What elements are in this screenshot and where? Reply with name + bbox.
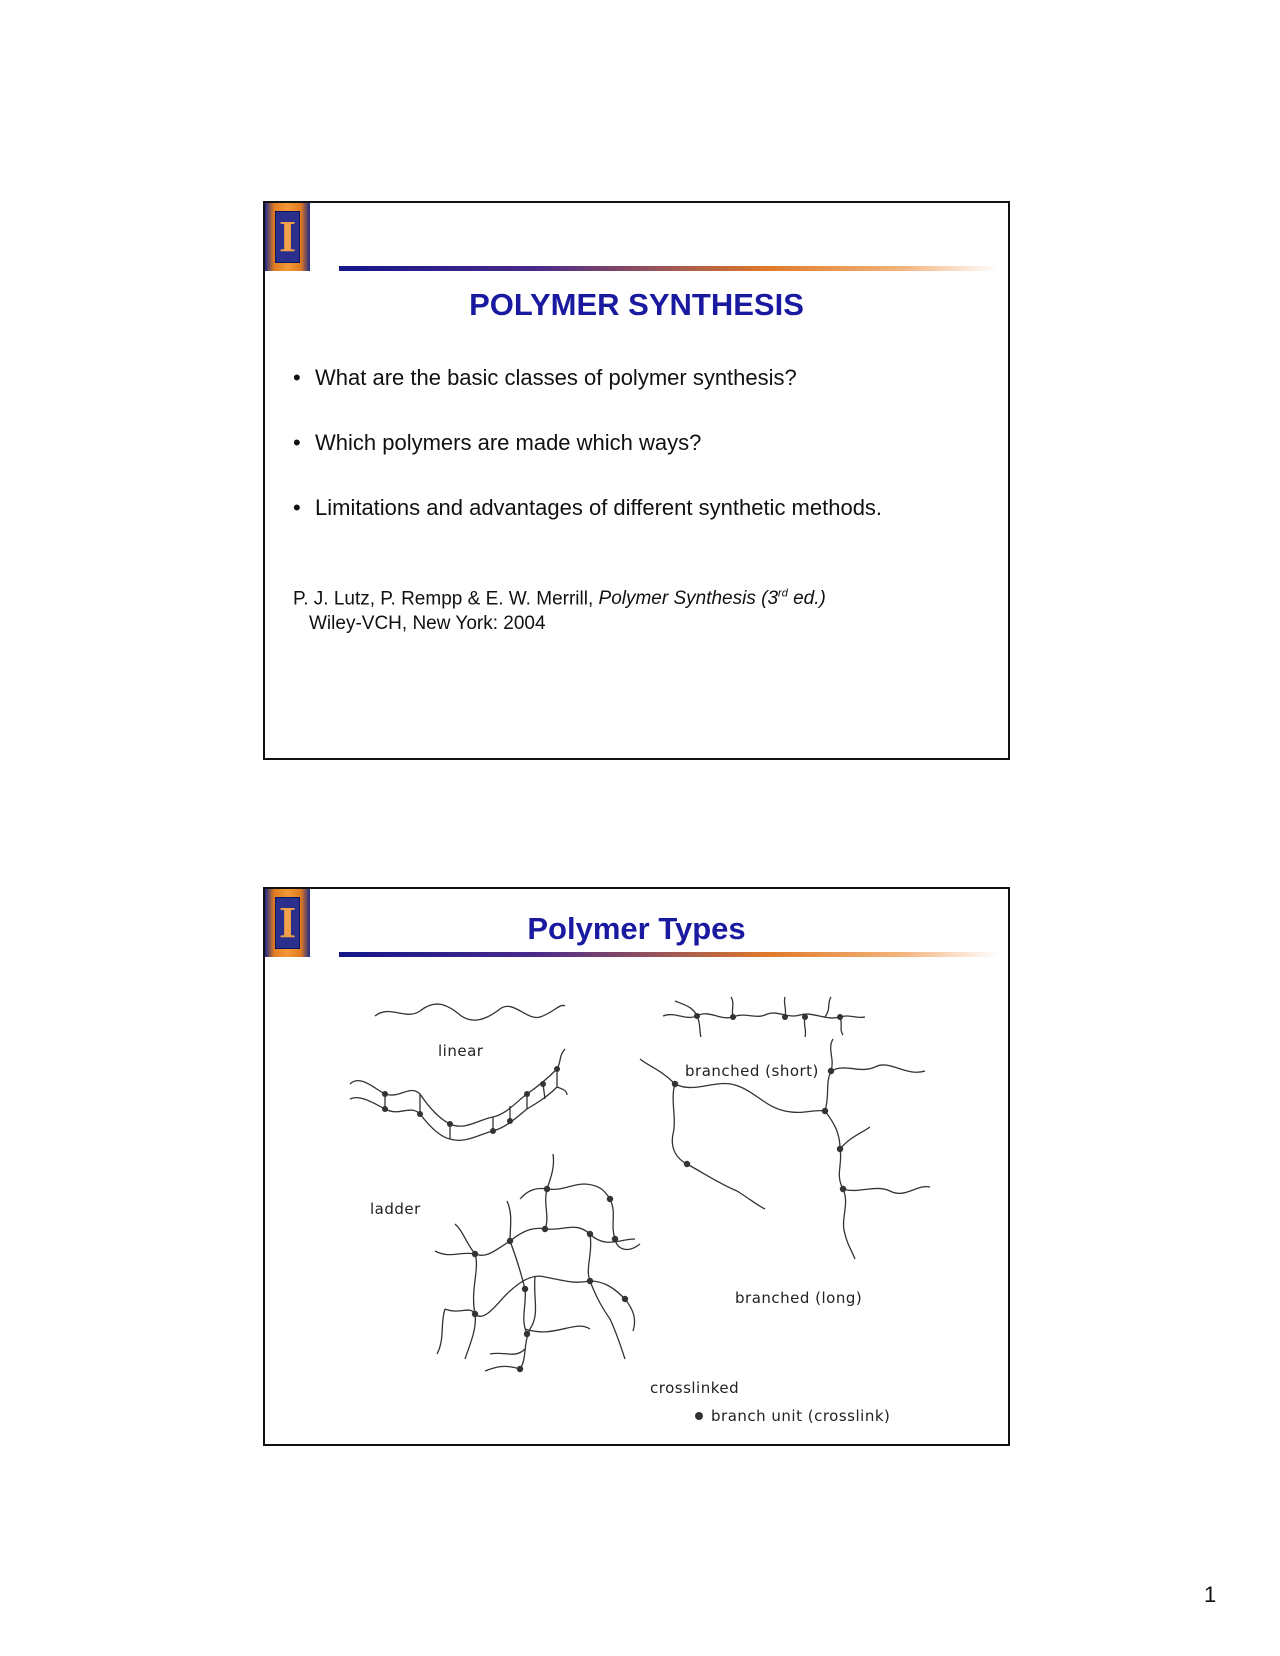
- label-branched-short: branched (short): [685, 1062, 819, 1080]
- page-number: 1: [1204, 1582, 1217, 1607]
- label-linear: linear: [438, 1042, 484, 1060]
- slide-2: [263, 887, 1010, 1446]
- university-logo: [265, 203, 310, 271]
- logo-panel: [275, 211, 300, 263]
- label-crosslinked: crosslinked: [650, 1379, 740, 1397]
- bullet-item: [293, 495, 882, 521]
- slide-1: [263, 201, 1010, 760]
- bullet-text: Limitations and advantages of different synthetic methods.: [315, 495, 883, 520]
- linear-chain: [375, 1004, 565, 1020]
- slide-title: POLYMER SYNTHESIS: [469, 287, 804, 322]
- logo-letter: I: [278, 898, 297, 947]
- bullet-item: [293, 365, 797, 391]
- label-legend: branch unit (crosslink): [711, 1407, 891, 1425]
- label-branched-long: branched (long): [735, 1289, 863, 1307]
- bullet-text: What are the basic classes of polymer synthesis?: [315, 365, 797, 390]
- polymer-types-diagram: [265, 959, 1010, 1446]
- reference-book-title: Polymer Synthesis (3: [598, 588, 779, 610]
- reference-line: [293, 588, 826, 610]
- bullet-dot: •: [293, 495, 301, 520]
- reference-publisher: Wiley-VCH, New York: 2004: [309, 613, 546, 634]
- label-ladder: ladder: [370, 1200, 421, 1218]
- legend-dot-icon: [695, 1412, 703, 1420]
- slide-title: Polymer Types: [527, 911, 746, 946]
- reference-edition: ed.): [787, 588, 826, 610]
- bullet-item: [293, 430, 701, 456]
- title-rule: [339, 952, 999, 957]
- reference-authors: P. J. Lutz, P. Rempp & E. W. Merrill,: [293, 588, 599, 610]
- bullet-text: Which polymers are made which ways?: [315, 430, 702, 455]
- logo-letter: I: [278, 212, 297, 261]
- bullet-dot: •: [293, 365, 301, 390]
- bullet-dot: •: [293, 430, 301, 455]
- crosslinked-network: [435, 1154, 640, 1371]
- title-rule: [339, 266, 999, 271]
- branched-short-polymer: [663, 997, 865, 1037]
- reference-superscript: rd: [778, 588, 788, 600]
